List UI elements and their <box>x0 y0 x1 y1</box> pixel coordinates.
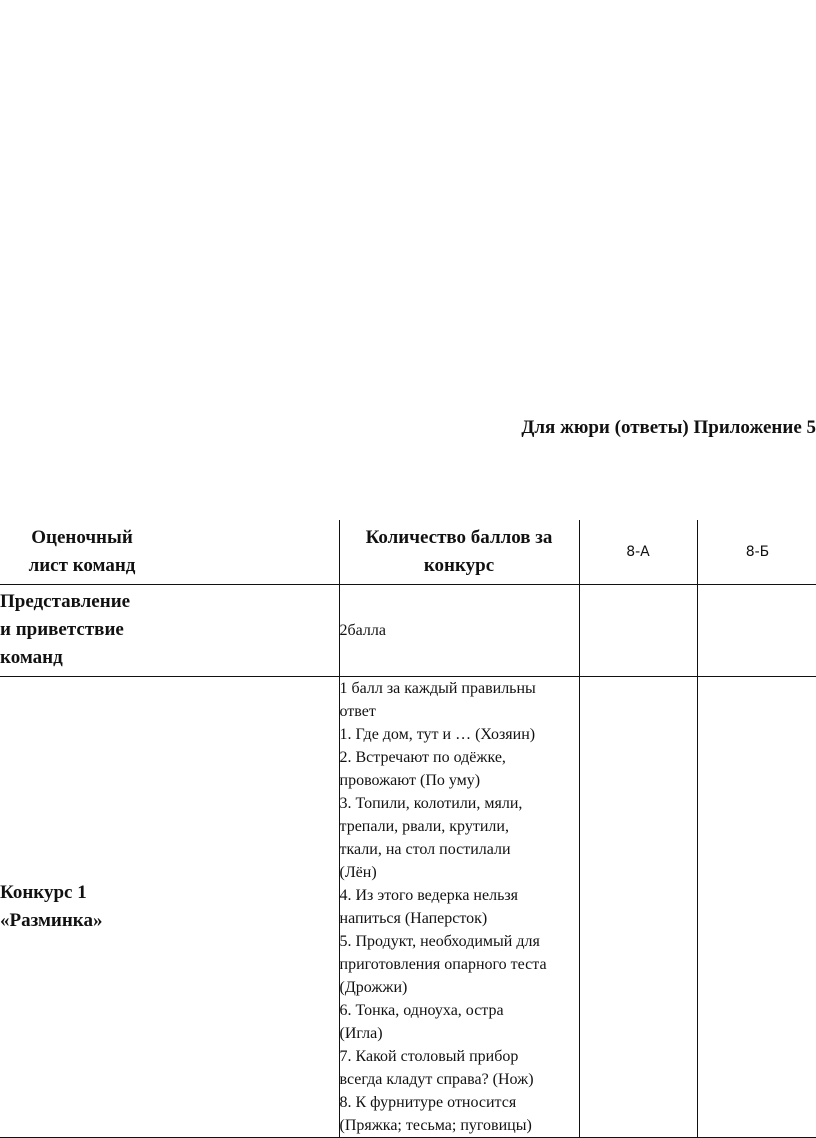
score-cell-8a <box>579 584 697 676</box>
table-header-row <box>0 520 816 584</box>
row-title-line2: и приветствие <box>0 619 124 640</box>
row-title-cell <box>0 584 339 676</box>
header-points-line2: конкурс <box>423 554 495 576</box>
answer-line: (Лён) <box>339 863 377 881</box>
row-title-line1: Представление <box>0 591 131 612</box>
row-title-line3: команд <box>0 647 63 668</box>
answer-line: 3. Топили, колотили, мяли, <box>339 794 523 812</box>
table-row <box>0 676 816 1137</box>
answer-line: напиться (Наперсток) <box>339 909 488 927</box>
score-cell-8a <box>579 676 697 1137</box>
score-cell-8b <box>697 676 816 1137</box>
score-table <box>0 520 816 1138</box>
page-heading: Для жюри (ответы) Приложение 5 <box>521 417 816 438</box>
score-cell-8b <box>697 584 816 676</box>
answer-line: 7. Какой столовый прибор <box>339 1047 519 1065</box>
header-cell-sheet <box>0 520 339 584</box>
header-cell-class-8a: 8-А <box>579 520 697 584</box>
row-title-line2: «Разминка» <box>0 909 103 931</box>
header-points-line1: Количество баллов за <box>365 526 553 548</box>
answer-line: 4. Из этого ведерка нельзя <box>339 886 519 904</box>
answer-line: 8. К фурнитуре относится <box>339 1093 517 1111</box>
answer-line: 1 балл за каждый правильны <box>339 679 536 697</box>
answers-cell <box>339 676 579 1137</box>
table-row <box>0 584 816 676</box>
answer-line: (Дрожжи) <box>339 978 408 996</box>
header-cell-points <box>339 520 579 584</box>
answer-line: ответ <box>339 702 376 720</box>
row-points-cell: 2балла <box>339 584 579 676</box>
answer-line: приготовления опарного теста <box>339 955 547 973</box>
answer-line: 5. Продукт, необходимый для <box>339 932 540 950</box>
row-title-cell <box>0 676 339 1137</box>
header-sheet-line2: лист команд <box>28 554 136 576</box>
answer-line: трепали, рвали, крутили, <box>339 817 509 835</box>
answer-line: ткали, на стол постилали <box>339 840 511 858</box>
header-sheet-line1: Оценочный <box>31 526 133 548</box>
answer-line: (Игла) <box>339 1024 383 1042</box>
answer-line: провожают (По уму) <box>339 771 481 789</box>
row-title-line1: Конкурс 1 <box>0 881 87 903</box>
answer-line: 1. Где дом, тут и … (Хозяин) <box>339 725 536 743</box>
header-cell-class-8b: 8-Б <box>697 520 816 584</box>
answer-line: всегда кладут справа? (Нож) <box>339 1070 534 1088</box>
answer-line: (Пряжка; тесьма; пуговицы) <box>339 1116 532 1134</box>
answer-line: 6. Тонка, одноуха, остра <box>339 1001 504 1019</box>
answer-line: 2. Встречают по одёжке, <box>339 748 506 766</box>
